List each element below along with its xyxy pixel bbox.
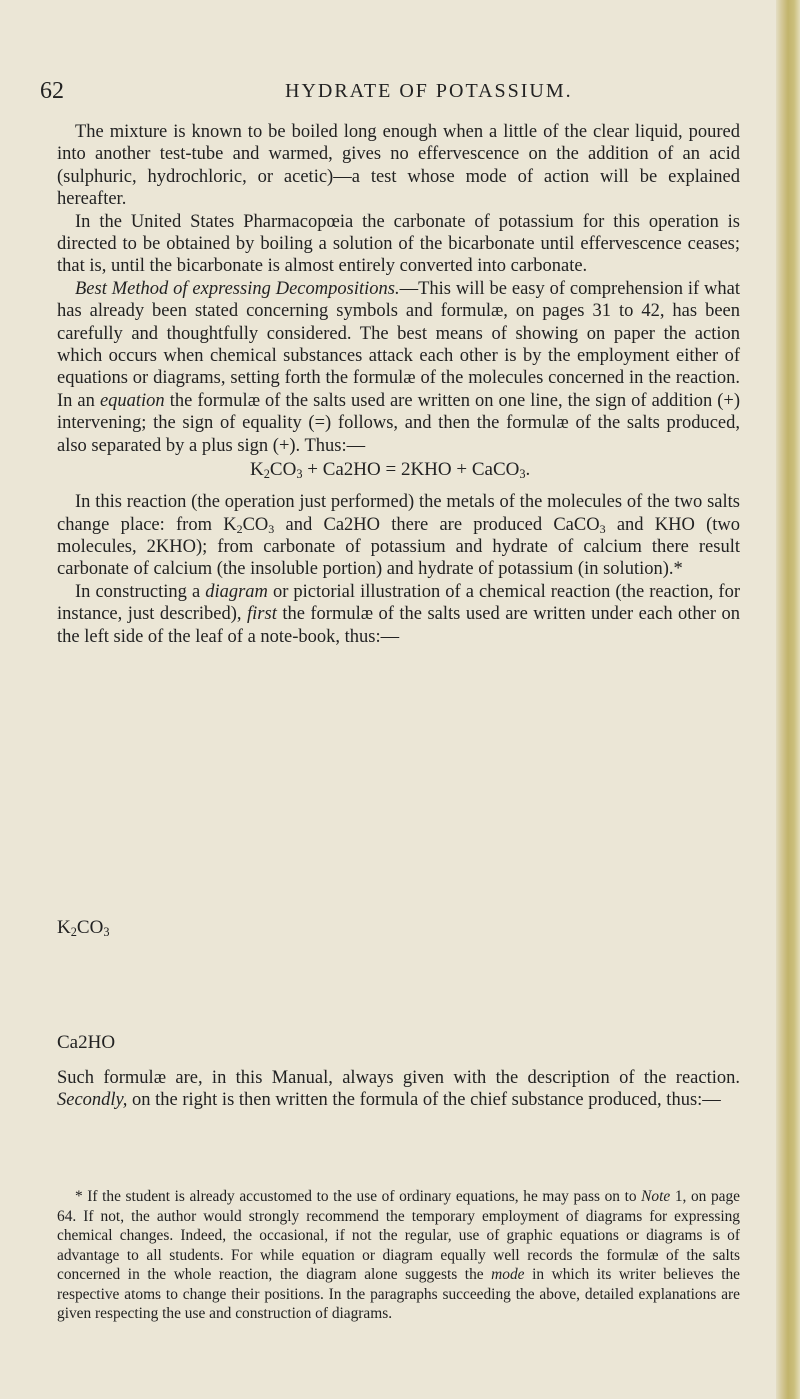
page-edge [776, 0, 800, 1399]
section-heading: Best Method of expressing Decompositions. [75, 278, 400, 299]
paragraph-best-method [57, 278, 740, 457]
paragraph-mixture: The mixture is known to be boiled long enough when a little of the clear liquid, poured into another test-tube and warmed, gives no effervescence on the addition of an acid (sulphuric, hydrochloric, or acetic)—a test whose mode of action will be explained hereafter. [57, 122, 740, 210]
emphasis-secondly: Secondly, [57, 1090, 128, 1111]
running-title: HYDRATE OF POTASSIUM. [285, 80, 573, 102]
emphasis-first: first [247, 604, 277, 625]
main-text [57, 121, 740, 648]
footnote-text: * If the student is already accustomed to the use of ordinary equations, he may pass on to Note 1, on page 64. If not, the author would strongly recommend the temporary employment of diagrams for expressing chemical changes. Indeed, the occasional, if not the regular, use of graphic equations or diagrams is of advantage to all students. For while equation or diagram equally well records the formulæ of the salts concerned in the whole reaction, the diagram alone suggests the mode in which its writer believes the respective atoms to change their positions. In the paragraphs succeeding the above, detailed explanations are given respecting the use and construction of diagrams. [57, 1188, 740, 1322]
main-text-continued [57, 1067, 740, 1112]
paragraph-best-method-text-2: the formulæ of the salts used are written on one line, the sign of addition (+) intervening; the sign of equality (=) follows, and then the formulæ of the salts produced, also separated by a plus sign (+). Thus:— [57, 390, 741, 456]
emphasis-equation: equation [99, 390, 165, 411]
spacer [57, 483, 740, 491]
formula-potassium-carbonate: $K_2CO_3$ [57, 917, 110, 940]
formula-calcium-hydrate: Ca2HO [57, 1032, 116, 1053]
page-header [40, 78, 760, 108]
page-number: 62 [40, 78, 64, 104]
paragraph-best-method-text: —This will be easy of comprehension if what has already been stated concerning symbols and formulæ, on pages 31 to 42, has been carefully and thoughtfully considered. The best means of showing on paper the action which occurs when chemical substances attack each other is by the employment either of equations or diagrams, setting forth the formulæ of the molecules concerned in the reaction. In an [57, 278, 740, 411]
paragraph-such-formulae: Such formulæ are, in this Manual, always given with the description of the reaction. Secondly, on the right is then written the formula of the chief substance produced, thus:— [57, 1068, 740, 1111]
emphasis-diagram: diagram [205, 581, 268, 602]
emphasis-note: Note [641, 1188, 671, 1205]
emphasis-mode: mode [491, 1266, 525, 1283]
paragraph-pharmacopoeia: In the United States Pharmacopœia the carbonate of potassium for this operation is directed to be obtained by boiling a solution of the bicarbonate until effervescence ceases; that is, until the bicarbonate is almost entirely converted into carbonate. [57, 211, 740, 277]
paragraph-reaction: In this reaction (the operation just performed) the metals of the molecules of the two salts change place: from $K_2CO_3$ and Ca2HO there are produced CaCO$_3$ and KHO (two molecules, 2KHO); from carbonate of potassium and hydrate of calcium there result carbonate of calcium (the insoluble portion) and hydrate of potassium (in solution).* [57, 492, 741, 580]
paragraph-diagram: In constructing a diagram or pictorial illustration of a chemical reaction (the reaction, for instance, just described), first the formulæ of the salts used are written under each other on the left side of the leaf of a note-book, thus:— [57, 581, 741, 647]
footnote [57, 1187, 740, 1324]
chemical-equation: $K_2CO_3 + Ca2HO = 2KHO$ + CaCO$_3$. [250, 459, 531, 482]
